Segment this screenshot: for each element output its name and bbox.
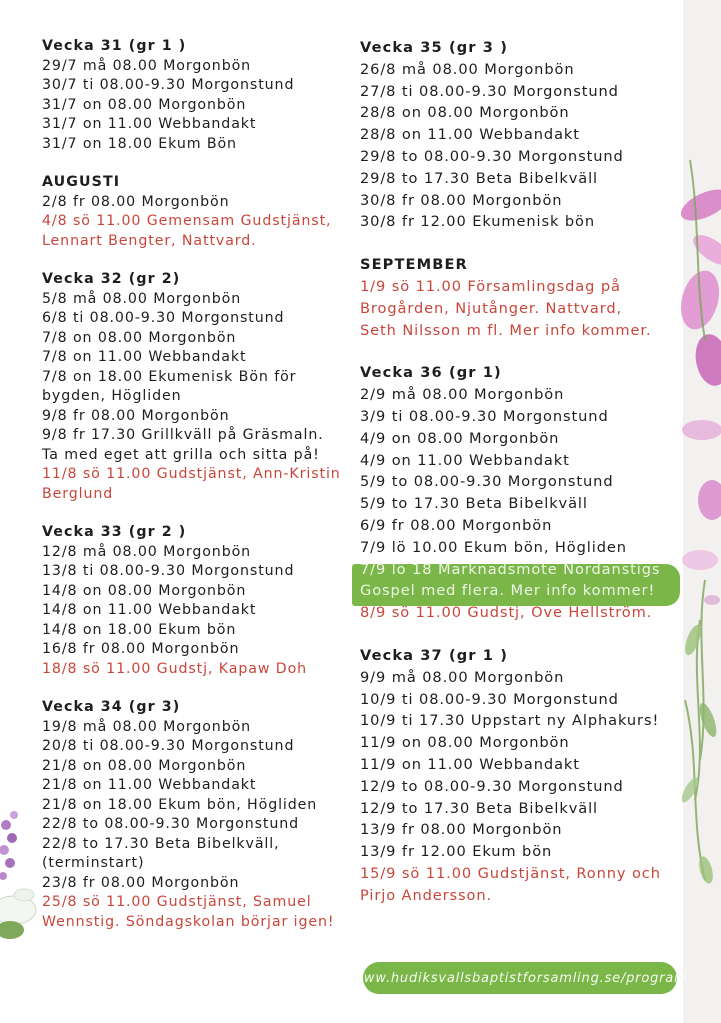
service-highlight-line: 25/8 sö 11.00 Gudstjänst, Samuel	[42, 894, 312, 910]
purple-lilac-icon	[0, 811, 18, 880]
event-line: 6/9 fr 08.00 Morgonbön	[360, 516, 553, 534]
event-line: 13/9 fr 08.00 Morgonbön	[360, 821, 563, 839]
event-line: bygden, Högliden	[42, 388, 182, 404]
left-column	[42, 37, 354, 951]
event-line: 9/9 må 08.00 Morgonbön	[360, 668, 565, 686]
section-heading: Vecka 34 (gr 3)	[42, 699, 181, 715]
event-line: 22/8 to 17.30 Beta Bibelkväll,	[42, 835, 280, 852]
event-line: 7/9 lö 10.00 Ekum bön, Högliden	[360, 538, 627, 556]
event-line: 30/7 ti 08.00-9.30 Morgonstund	[42, 77, 295, 93]
event-line: 23/8 fr 08.00 Morgonbön	[42, 874, 240, 891]
event-line: 29/7 må 08.00 Morgonbön	[42, 57, 252, 74]
event-line: 20/8 ti 08.00-9.30 Morgonstund	[42, 738, 295, 754]
event-line: 13/8 ti 08.00-9.30 Morgonstund	[42, 563, 295, 579]
event-line: 30/8 fr 12.00 Ekumenisk bön	[360, 213, 596, 231]
service-highlight-line: Brogården, Njutånger. Nattvard,	[360, 299, 623, 317]
website-link[interactable]	[352, 962, 688, 994]
section-heading: AUGUSTI	[42, 174, 121, 190]
event-line: 29/8 to 08.00-9.30 Morgonstund	[360, 147, 624, 165]
service-highlight-line: Seth Nilsson m fl. Mer info kommer.	[360, 321, 652, 339]
schedule-section	[42, 270, 354, 504]
event-line: 11/9 on 11.00 Webbandakt	[360, 755, 580, 773]
event-line: Ta med eget att grilla och sitta på!	[42, 446, 320, 463]
schedule-section	[42, 523, 354, 679]
event-line: 4/9 on 08.00 Morgonbön	[360, 429, 560, 447]
service-highlight-line: 11/8 sö 11.00 Gudstjänst, Ann-Kristin	[42, 466, 341, 482]
event-line: 31/7 on 18.00 Ekum Bön	[42, 135, 237, 152]
service-highlight-line: Pirjo Andersson.	[360, 886, 493, 904]
event-line: 31/7 on 08.00 Morgonbön	[42, 96, 247, 113]
schedule-section	[42, 173, 354, 251]
section-heading: Vecka 35 (gr 3 )	[360, 39, 508, 56]
schedule-section	[42, 37, 354, 154]
section-heading: SEPTEMBER	[360, 256, 468, 274]
event-line: 31/7 on 11.00 Webbandakt	[42, 116, 257, 132]
event-line: 4/9 on 11.00 Webbandakt	[360, 451, 570, 469]
event-line: 2/8 fr 08.00 Morgonbön	[42, 193, 230, 210]
event-line: 10/9 ti 08.00-9.30 Morgonstund	[360, 690, 619, 708]
service-highlight-line: 1/9 sö 11.00 Församlingsdag på	[360, 277, 621, 295]
event-line: 9/8 fr 17.30 Grillkväll på Gräsmaln.	[42, 427, 324, 443]
section-heading: Vecka 32 (gr 2)	[42, 271, 181, 287]
event-line: 26/8 må 08.00 Morgonbön	[360, 60, 575, 78]
event-line: 21/8 on 18.00 Ekum bön, Högliden	[42, 796, 318, 813]
event-line: 12/9 to 17.30 Beta Bibelkväll	[360, 799, 599, 817]
event-line: 14/8 on 08.00 Morgonbön	[42, 582, 247, 599]
schedule-section	[360, 362, 682, 624]
event-line: 21/8 on 08.00 Morgonbön	[42, 757, 247, 774]
event-line: 12/8 må 08.00 Morgonbön	[42, 543, 252, 560]
schedule-section	[360, 254, 682, 341]
service-highlight-line: Lennart Bengter, Nattvard.	[42, 232, 257, 249]
event-line: 13/9 fr 12.00 Ekum bön	[360, 843, 553, 861]
section-heading: Vecka 33 (gr 2 )	[42, 524, 187, 540]
event-line: 29/8 to 17.30 Beta Bibelkväll	[360, 169, 599, 187]
website-url[interactable]: www.hudiksvallsbaptistforsamling.se/program	[352, 970, 688, 986]
event-line: (terminstart)	[42, 855, 145, 871]
event-line: 5/9 to 08.00-9.30 Morgonstund	[360, 473, 614, 491]
service-highlight-line: Berglund	[42, 485, 114, 502]
event-line: 5/8 må 08.00 Morgonbön	[42, 290, 242, 307]
event-line: 10/9 ti 17.30 Uppstart ny Alphakurs!	[360, 712, 660, 730]
event-line: 6/8 ti 08.00-9.30 Morgonstund	[42, 310, 285, 326]
section-heading: Vecka 31 (gr 1 )	[42, 38, 187, 54]
schedule-section	[360, 645, 682, 907]
event-line: 28/8 on 11.00 Webbandakt	[360, 126, 580, 144]
event-line: 12/9 to 08.00-9.30 Morgonstund	[360, 777, 624, 795]
event-line: 27/8 ti 08.00-9.30 Morgonstund	[360, 82, 619, 100]
event-line: 30/8 fr 08.00 Morgonbön	[360, 191, 563, 209]
event-line: 5/9 to 17.30 Beta Bibelkväll	[360, 495, 588, 513]
service-highlight-line: Wennstig. Söndagskolan börjar igen!	[42, 913, 335, 930]
section-heading: Vecka 36 (gr 1)	[360, 364, 502, 382]
event-line: 22/8 to 08.00-9.30 Morgonstund	[42, 816, 300, 832]
right-column	[360, 37, 682, 927]
event-line: 14/8 on 11.00 Webbandakt	[42, 602, 257, 618]
banner-text-line: 7/9 lö 18 Marknadsmöte Nordanstigs	[360, 560, 661, 578]
event-line: 3/9 ti 08.00-9.30 Morgonstund	[360, 407, 609, 425]
service-highlight-line: 8/9 sö 11.00 Gudstj, Ove Hellström.	[360, 604, 653, 622]
section-heading: Vecka 37 (gr 1 )	[360, 646, 508, 664]
event-line: 7/8 on 08.00 Morgonbön	[42, 329, 237, 346]
event-line: 14/8 on 18.00 Ekum bön	[42, 621, 237, 638]
event-line: 16/8 fr 08.00 Morgonbön	[42, 641, 240, 657]
event-line: 7/8 on 18.00 Ekumenisk Bön för	[42, 368, 297, 385]
event-line: 7/8 on 11.00 Webbandakt	[42, 349, 247, 365]
event-line: 11/9 on 08.00 Morgonbön	[360, 734, 570, 752]
event-line: 2/9 må 08.00 Morgonbön	[360, 386, 565, 404]
banner-text-line: Gospel med flera. Mer info kommer!	[360, 582, 656, 600]
event-line: 19/8 må 08.00 Morgonbön	[42, 718, 252, 735]
service-highlight-line: 4/8 sö 11.00 Gemensam Gudstjänst,	[42, 213, 332, 229]
service-highlight-line: 15/9 sö 11.00 Gudstjänst, Ronny och	[360, 864, 661, 882]
event-line: 21/8 on 11.00 Webbandakt	[42, 777, 257, 793]
service-highlight-line: 18/8 sö 11.00 Gudstj, Kapaw Doh	[42, 660, 308, 677]
schedule-section	[42, 698, 354, 932]
event-line: 28/8 on 08.00 Morgonbön	[360, 104, 570, 122]
white-flower-icon	[0, 889, 36, 939]
event-line: 9/8 fr 08.00 Morgonbön	[42, 407, 230, 424]
schedule-section	[360, 37, 682, 233]
